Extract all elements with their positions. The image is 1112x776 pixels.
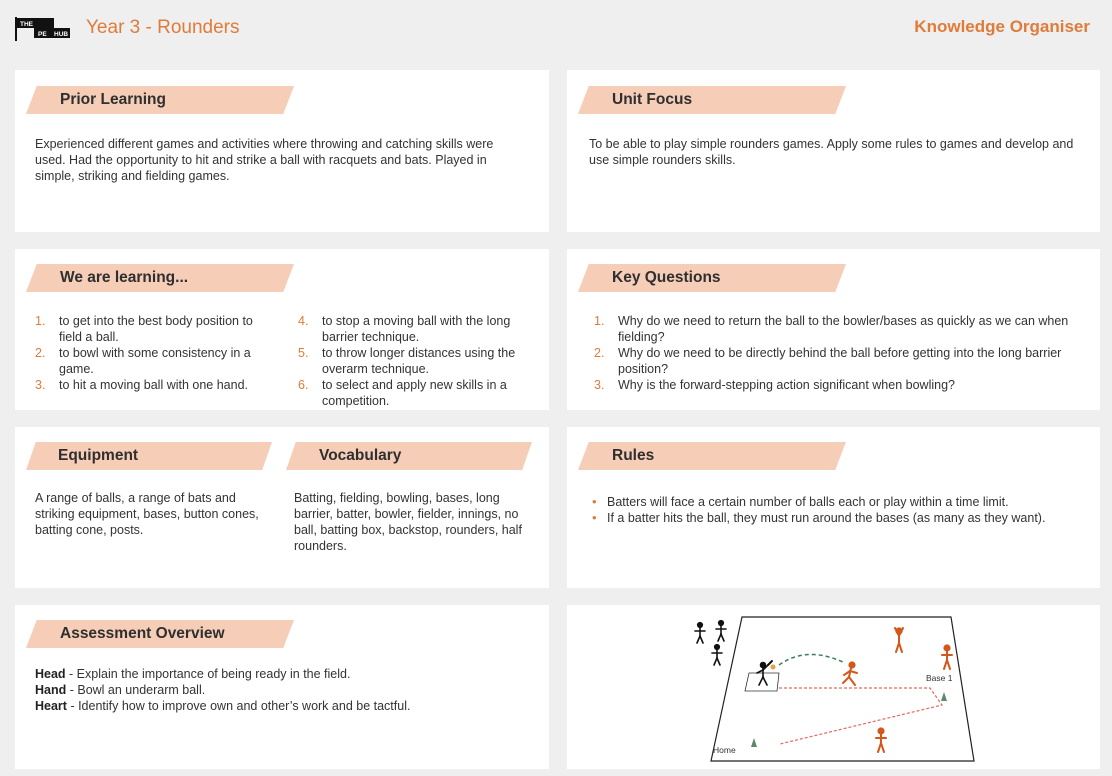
key-questions-list (594, 313, 1090, 393)
prior-learning-tag (26, 86, 294, 114)
assessment-rows (35, 666, 535, 714)
rules-heading: Rules (612, 447, 655, 464)
assessment-panel (15, 605, 549, 769)
learning-list-right (298, 313, 538, 409)
list-item: 1. Why do we need to return the ball to the bowler/bases as quickly as we can when fielding? (594, 314, 1069, 344)
unit-focus-panel (567, 70, 1100, 232)
prior-learning-heading: Prior Learning (60, 91, 166, 108)
key-questions-heading: Key Questions (612, 269, 721, 286)
list-item: 3. to hit a moving ball with one hand. (35, 378, 249, 392)
rounders-field-diagram (567, 605, 1100, 769)
page-title: Year 3 - Rounders (86, 17, 240, 38)
prior-learning-panel (15, 70, 549, 232)
base1-label: Base 1 (926, 673, 953, 683)
key-questions-tag (578, 264, 846, 292)
list-item: 5. to throw longer distances using the overarm technique. (298, 346, 516, 376)
equipment-vocabulary-panel (15, 427, 549, 588)
learning-heading: We are learning... (60, 269, 189, 286)
learning-panel (15, 249, 549, 410)
assessment-row-hand: Hand - Bowl an underarm ball. (35, 683, 206, 697)
header (0, 0, 1112, 58)
knowledge-organiser-title: Knowledge Organiser (914, 17, 1090, 36)
assessment-row-head: Head - Explain the importance of being ready in the field. (35, 667, 351, 681)
learning-tag (26, 264, 294, 292)
svg-text:THE: THE (20, 21, 33, 28)
rules-list (589, 494, 1089, 526)
assessment-tag (26, 620, 294, 648)
svg-text:PE: PE (38, 31, 47, 38)
vocabulary-tag (286, 442, 532, 470)
svg-text:HUB: HUB (54, 31, 69, 38)
list-item: 2. to bowl with some consistency in a game. (35, 346, 251, 376)
list-item: 4. to stop a moving ball with the long barrier technique. (298, 314, 511, 344)
key-questions-panel (567, 249, 1100, 410)
list-item: 2. Why do we need to be directly behind the ball before getting into the long barrier position? (594, 346, 1062, 376)
list-item: 3. Why is the forward-stepping action significant when bowling? (594, 378, 955, 392)
list-item: 1. to get into the best body position to field a ball. (35, 314, 253, 344)
waiting-players-icon (695, 621, 726, 665)
unit-focus-heading: Unit Focus (612, 91, 693, 108)
ball-icon (771, 665, 776, 670)
batting-box (745, 673, 779, 691)
unit-focus-text: To be able to play simple rounders games. Apply some rules to games and develop and use simple rounders skills. (589, 137, 1074, 167)
home-label: Home (713, 745, 736, 755)
vocabulary-text: Batting, fielding, bowling, bases, long barrier, batter, bowler, fielder, innings, no ball, batting box, backstop, rounders, half rounders. (294, 491, 522, 553)
list-item: • If a batter hits the ball, they must run around the bases (as many as they want). (592, 510, 1046, 525)
rules-tag (578, 442, 846, 470)
assessment-row-heart: Heart - Identify how to improve own and other’s work and be tactful. (35, 699, 411, 713)
pe-hub-logo (14, 16, 72, 42)
vocabulary-heading: Vocabulary (319, 447, 402, 464)
list-item: • Batters will face a certain number of balls each or play within a time limit. (592, 494, 1009, 509)
assessment-heading: Assessment Overview (60, 625, 225, 642)
equipment-heading: Equipment (58, 447, 139, 464)
learning-list-left (35, 313, 275, 393)
prior-learning-text: Experienced different games and activities where throwing and catching skills were used. Had the opportunity to hit and strike a ball with racquets and bats. Played in simple, striking and fielding games. (35, 137, 494, 183)
rules-panel (567, 427, 1100, 588)
equipment-tag (26, 442, 272, 470)
unit-focus-tag (578, 86, 846, 114)
list-item: 6. to select and apply new skills in a competition. (298, 378, 507, 408)
equipment-text: A range of balls, a range of bats and striking equipment, bases, button cones, batting cone, posts. (35, 491, 259, 537)
